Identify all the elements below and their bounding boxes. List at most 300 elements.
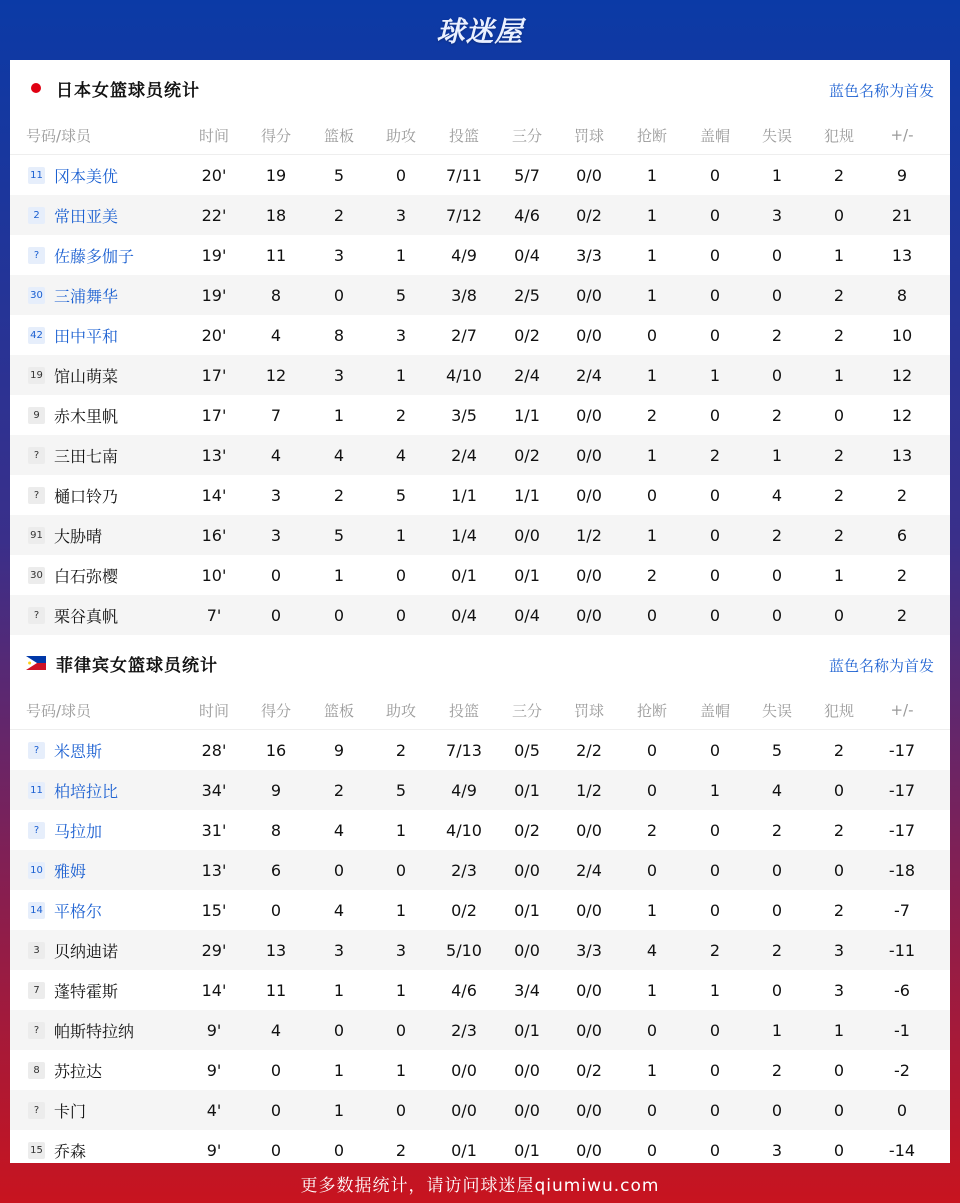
player-rows [10, 155, 950, 635]
stat-fouls: 1 [833, 1020, 845, 1040]
stat-points: 7 [270, 405, 282, 425]
stat-plus-minus: 8 [896, 285, 908, 305]
stat-turnovers: 2 [771, 325, 783, 345]
stat-assists: 0 [395, 605, 407, 625]
stat-fg: 3/5 [451, 405, 477, 425]
stat-steals: 0 [646, 740, 658, 760]
stat-blocks: 1 [709, 780, 721, 800]
stat-minutes: 9' [206, 1060, 222, 1080]
stat-assists: 0 [395, 165, 407, 185]
stat-assists: 3 [395, 205, 407, 225]
stat-minutes: 13' [201, 445, 227, 465]
player-name[interactable]: 三田七南 [54, 446, 119, 466]
stat-assists: 1 [395, 900, 407, 920]
jersey-number-badge: ? [28, 447, 45, 464]
stat-3pt: 0/0 [514, 940, 540, 960]
column-header-3pt: 三分 [511, 126, 542, 145]
stat-plus-minus: -2 [894, 1060, 910, 1080]
player-cell [10, 850, 210, 890]
section-title: 菲律宾女篮球员统计 [56, 656, 218, 676]
stat-plus-minus: 9 [896, 165, 908, 185]
stat-plus-minus: 12 [891, 405, 913, 425]
stat-assists: 3 [395, 940, 407, 960]
stat-3pt: 0/5 [514, 740, 540, 760]
section-header [10, 635, 950, 691]
footer-banner: 更多数据统计，请访问球迷屋qiumiwu.com [300, 1175, 660, 1196]
stat-rebounds: 0 [333, 285, 345, 305]
table-row [10, 435, 950, 475]
column-header-points: 得分 [260, 701, 291, 720]
stat-plus-minus: -17 [888, 820, 916, 840]
stat-steals: 2 [646, 820, 658, 840]
stat-blocks: 0 [709, 860, 721, 880]
stat-minutes: 17' [201, 405, 227, 425]
stat-ft: 0/0 [576, 980, 602, 1000]
column-header-steals: 抢断 [636, 126, 667, 145]
stat-minutes: 19' [201, 285, 227, 305]
stat-ft: 0/0 [576, 1100, 602, 1120]
column-header-plus-minus: +/- [890, 701, 914, 719]
stat-turnovers: 0 [771, 900, 783, 920]
stat-points: 4 [270, 1020, 282, 1040]
stat-steals: 1 [646, 445, 658, 465]
player-name[interactable]: 佐藤多伽子 [54, 246, 135, 266]
player-name[interactable]: 馆山萌菜 [54, 366, 119, 386]
column-header-3pt: 三分 [511, 701, 542, 720]
stat-fouls: 2 [833, 900, 845, 920]
stat-points: 3 [270, 525, 282, 545]
stat-rebounds: 3 [333, 940, 345, 960]
stat-ft: 1/2 [576, 525, 602, 545]
stat-fouls: 0 [833, 780, 845, 800]
table-row [10, 515, 950, 555]
player-name[interactable]: 常田亚美 [54, 206, 119, 226]
stat-steals: 0 [646, 860, 658, 880]
stat-ft: 3/3 [576, 245, 602, 265]
stat-fouls: 1 [833, 245, 845, 265]
stat-minutes: 10' [201, 565, 227, 585]
stat-3pt: 0/4 [514, 245, 540, 265]
stat-3pt: 5/7 [514, 165, 540, 185]
stat-fg: 7/12 [446, 205, 482, 225]
stat-turnovers: 5 [771, 740, 783, 760]
jersey-number-badge: 11 [28, 167, 45, 184]
stat-rebounds: 4 [333, 900, 345, 920]
stat-steals: 0 [646, 485, 658, 505]
stat-rebounds: 8 [333, 325, 345, 345]
stat-rebounds: 1 [333, 405, 345, 425]
stat-turnovers: 0 [771, 365, 783, 385]
stat-assists: 0 [395, 565, 407, 585]
stat-fouls: 0 [833, 860, 845, 880]
jersey-number-badge: 30 [28, 287, 45, 304]
jersey-number-badge: 10 [28, 862, 45, 879]
stat-minutes: 4' [206, 1100, 222, 1120]
player-cell [10, 435, 210, 475]
table-row [10, 1050, 950, 1090]
stat-plus-minus: 10 [891, 325, 913, 345]
table-row [10, 475, 950, 515]
stat-minutes: 14' [201, 980, 227, 1000]
stat-ft: 0/2 [576, 205, 602, 225]
stat-points: 8 [270, 820, 282, 840]
stat-turnovers: 0 [771, 860, 783, 880]
stat-minutes: 17' [201, 365, 227, 385]
player-name[interactable]: 马拉加 [54, 821, 103, 841]
stat-assists: 5 [395, 780, 407, 800]
stat-plus-minus: -14 [888, 1140, 916, 1160]
stat-blocks: 0 [709, 900, 721, 920]
stat-ft: 2/4 [576, 365, 602, 385]
player-rows [10, 730, 950, 1170]
stat-ft: 0/0 [576, 445, 602, 465]
column-header-player: 号码/球员 [26, 701, 92, 720]
player-cell [10, 555, 210, 595]
stat-ft: 0/0 [576, 820, 602, 840]
stat-3pt: 1/1 [514, 405, 540, 425]
table-row [10, 195, 950, 235]
stat-assists: 3 [395, 325, 407, 345]
section-title: 日本女篮球员统计 [56, 81, 200, 101]
section-header [10, 60, 950, 116]
stat-fg: 4/9 [451, 780, 477, 800]
stat-rebounds: 0 [333, 860, 345, 880]
player-name[interactable]: 栗谷真帆 [54, 606, 119, 626]
stat-rebounds: 2 [333, 485, 345, 505]
stat-points: 4 [270, 445, 282, 465]
player-cell [10, 1010, 210, 1050]
stat-3pt: 0/4 [514, 605, 540, 625]
stat-fouls: 2 [833, 445, 845, 465]
stat-turnovers: 2 [771, 1060, 783, 1080]
jersey-number-badge: ? [28, 742, 45, 759]
player-name[interactable]: 白石弥樱 [54, 566, 119, 586]
stat-steals: 1 [646, 980, 658, 1000]
stat-turnovers: 3 [771, 1140, 783, 1160]
stat-assists: 1 [395, 525, 407, 545]
stat-assists: 5 [395, 285, 407, 305]
stat-turnovers: 0 [771, 1100, 783, 1120]
starter-note: 蓝色名称为首发 [828, 82, 934, 100]
stat-steals: 4 [646, 940, 658, 960]
stat-rebounds: 0 [333, 605, 345, 625]
stat-ft: 0/2 [576, 1060, 602, 1080]
stat-fouls: 0 [833, 1100, 845, 1120]
jersey-number-badge: 9 [28, 407, 45, 424]
stat-points: 0 [270, 1140, 282, 1160]
player-cell [10, 810, 210, 850]
stat-blocks: 2 [709, 940, 721, 960]
column-header-fouls: 犯规 [823, 126, 854, 145]
stat-turnovers: 2 [771, 940, 783, 960]
japan-flag-icon [26, 81, 46, 95]
stat-plus-minus: 2 [896, 565, 908, 585]
stat-turnovers: 4 [771, 780, 783, 800]
stat-plus-minus: 2 [896, 485, 908, 505]
stat-rebounds: 4 [333, 820, 345, 840]
player-cell [10, 275, 210, 315]
stat-ft: 3/3 [576, 940, 602, 960]
stat-plus-minus: 12 [891, 365, 913, 385]
stat-fg: 2/3 [451, 1020, 477, 1040]
stat-assists: 0 [395, 1020, 407, 1040]
stat-points: 19 [265, 165, 287, 185]
stat-fouls: 2 [833, 165, 845, 185]
stat-fg: 0/2 [451, 900, 477, 920]
stat-blocks: 0 [709, 165, 721, 185]
player-name[interactable]: 大胁晴 [54, 526, 103, 546]
jersey-number-badge: 19 [28, 367, 45, 384]
player-name[interactable]: 赤木里帆 [54, 406, 119, 426]
player-cell [10, 1050, 210, 1090]
stat-3pt: 0/1 [514, 780, 540, 800]
column-header-rebounds: 篮板 [323, 701, 354, 720]
stat-points: 0 [270, 605, 282, 625]
stat-steals: 1 [646, 285, 658, 305]
column-header-rebounds: 篮板 [323, 126, 354, 145]
stat-fg: 0/4 [451, 605, 477, 625]
stat-minutes: 20' [201, 165, 227, 185]
column-header-minutes: 时间 [198, 126, 229, 145]
stat-rebounds: 1 [333, 980, 345, 1000]
stat-blocks: 0 [709, 605, 721, 625]
jersey-number-badge: ? [28, 1102, 45, 1119]
stat-steals: 1 [646, 900, 658, 920]
stat-fouls: 2 [833, 820, 845, 840]
stat-blocks: 0 [709, 405, 721, 425]
player-name[interactable]: 平格尔 [54, 901, 103, 921]
stat-minutes: 34' [201, 780, 227, 800]
stat-ft: 2/4 [576, 860, 602, 880]
table-row [10, 155, 950, 195]
player-name[interactable]: 苏拉达 [54, 1061, 103, 1081]
stat-fg: 2/4 [451, 445, 477, 465]
column-header-player: 号码/球员 [26, 126, 92, 145]
player-name[interactable]: 三浦舞华 [54, 286, 119, 306]
stat-ft: 1/2 [576, 780, 602, 800]
stat-points: 9 [270, 780, 282, 800]
player-name[interactable]: 柏培拉比 [54, 781, 119, 801]
stat-blocks: 0 [709, 525, 721, 545]
stat-rebounds: 5 [333, 525, 345, 545]
stat-3pt: 0/2 [514, 325, 540, 345]
stat-steals: 1 [646, 245, 658, 265]
stat-turnovers: 0 [771, 285, 783, 305]
stat-fg: 4/10 [446, 820, 482, 840]
stat-3pt: 0/0 [514, 1100, 540, 1120]
stat-fouls: 2 [833, 485, 845, 505]
stat-fouls: 1 [833, 565, 845, 585]
stat-steals: 1 [646, 525, 658, 545]
column-header-ft: 罚球 [573, 701, 604, 720]
player-name[interactable]: 田中平和 [54, 326, 119, 346]
column-header-points: 得分 [260, 126, 291, 145]
stat-blocks: 0 [709, 205, 721, 225]
stat-assists: 2 [395, 1140, 407, 1160]
stat-fg: 4/9 [451, 245, 477, 265]
stat-3pt: 0/2 [514, 445, 540, 465]
stat-ft: 0/0 [576, 325, 602, 345]
stat-ft: 2/2 [576, 740, 602, 760]
column-header-turnovers: 失误 [761, 126, 792, 145]
stat-turnovers: 3 [771, 205, 783, 225]
stat-fg: 1/4 [451, 525, 477, 545]
player-name[interactable]: 乔森 [54, 1141, 87, 1161]
stat-fouls: 3 [833, 940, 845, 960]
stat-points: 6 [270, 860, 282, 880]
stat-fg: 1/1 [451, 485, 477, 505]
stat-fouls: 2 [833, 525, 845, 545]
stat-points: 8 [270, 285, 282, 305]
stat-turnovers: 0 [771, 565, 783, 585]
stat-plus-minus: -6 [894, 980, 910, 1000]
stat-assists: 1 [395, 980, 407, 1000]
table-row [10, 1090, 950, 1130]
stat-rebounds: 3 [333, 245, 345, 265]
stat-ft: 0/0 [576, 1020, 602, 1040]
stat-fg: 0/1 [451, 565, 477, 585]
stat-blocks: 2 [709, 445, 721, 465]
stat-plus-minus: 6 [896, 525, 908, 545]
stat-assists: 4 [395, 445, 407, 465]
stat-assists: 1 [395, 1060, 407, 1080]
stat-turnovers: 2 [771, 820, 783, 840]
stat-3pt: 1/1 [514, 485, 540, 505]
table-row [10, 275, 950, 315]
stat-assists: 2 [395, 405, 407, 425]
stat-assists: 5 [395, 485, 407, 505]
stat-assists: 0 [395, 860, 407, 880]
table-row [10, 1010, 950, 1050]
stat-fg: 5/10 [446, 940, 482, 960]
player-cell [10, 730, 210, 770]
player-cell [10, 970, 210, 1010]
column-header-minutes: 时间 [198, 701, 229, 720]
stat-rebounds: 9 [333, 740, 345, 760]
stat-blocks: 0 [709, 325, 721, 345]
stat-3pt: 0/2 [514, 820, 540, 840]
stat-steals: 1 [646, 165, 658, 185]
stat-plus-minus: -7 [894, 900, 910, 920]
stat-blocks: 0 [709, 565, 721, 585]
column-header-plus-minus: +/- [890, 126, 914, 144]
table-row [10, 730, 950, 770]
team-section-japan [10, 60, 950, 635]
team-section-philippines [10, 635, 950, 1170]
jersey-number-badge: 8 [28, 1062, 45, 1079]
stat-fouls: 2 [833, 285, 845, 305]
stat-ft: 0/0 [576, 285, 602, 305]
stat-steals: 0 [646, 1020, 658, 1040]
player-name[interactable]: 卡门 [54, 1101, 87, 1121]
stat-3pt: 4/6 [514, 205, 540, 225]
stat-steals: 0 [646, 605, 658, 625]
stat-steals: 0 [646, 780, 658, 800]
player-cell [10, 475, 210, 515]
player-cell [10, 930, 210, 970]
stat-3pt: 0/0 [514, 525, 540, 545]
jersey-number-badge: 11 [28, 782, 45, 799]
stat-fg: 0/0 [451, 1100, 477, 1120]
column-header-assists: 助攻 [385, 126, 416, 145]
starter-note: 蓝色名称为首发 [828, 657, 934, 675]
stat-ft: 0/0 [576, 165, 602, 185]
stat-points: 0 [270, 1060, 282, 1080]
stat-rebounds: 4 [333, 445, 345, 465]
stat-rebounds: 1 [333, 1100, 345, 1120]
jersey-number-badge: 42 [28, 327, 45, 344]
player-name[interactable]: 帕斯特拉纳 [54, 1021, 135, 1041]
table-row [10, 315, 950, 355]
stat-fouls: 2 [833, 325, 845, 345]
stat-3pt: 2/4 [514, 365, 540, 385]
stat-fg: 0/1 [451, 1140, 477, 1160]
player-name[interactable]: 雅姆 [54, 861, 87, 881]
stat-points: 3 [270, 485, 282, 505]
stat-turnovers: 2 [771, 525, 783, 545]
player-name[interactable]: 米恩斯 [54, 741, 103, 761]
stat-points: 0 [270, 565, 282, 585]
stat-steals: 1 [646, 205, 658, 225]
player-cell [10, 355, 210, 395]
stat-rebounds: 0 [333, 1020, 345, 1040]
stat-minutes: 19' [201, 245, 227, 265]
stat-rebounds: 2 [333, 780, 345, 800]
stat-plus-minus: -17 [888, 780, 916, 800]
stat-fg: 7/11 [446, 165, 482, 185]
table-row [10, 395, 950, 435]
player-cell [10, 315, 210, 355]
stat-rebounds: 0 [333, 1140, 345, 1160]
stat-3pt: 0/1 [514, 565, 540, 585]
player-cell [10, 890, 210, 930]
column-header-assists: 助攻 [385, 701, 416, 720]
stat-plus-minus: 13 [891, 445, 913, 465]
stat-points: 13 [265, 940, 287, 960]
stat-steals: 0 [646, 1100, 658, 1120]
jersey-number-badge: 30 [28, 567, 45, 584]
stat-points: 18 [265, 205, 287, 225]
stat-fouls: 0 [833, 405, 845, 425]
stat-turnovers: 4 [771, 485, 783, 505]
column-header-steals: 抢断 [636, 701, 667, 720]
stat-turnovers: 0 [771, 605, 783, 625]
stat-fouls: 2 [833, 740, 845, 760]
column-header-fouls: 犯规 [823, 701, 854, 720]
table-row [10, 890, 950, 930]
jersey-number-badge: ? [28, 247, 45, 264]
brand-logo: 球迷屋 [436, 15, 524, 48]
player-name[interactable]: 樋口铃乃 [54, 486, 119, 506]
player-name[interactable]: 蓬特霍斯 [54, 981, 119, 1001]
player-cell [10, 595, 210, 635]
column-header-fg: 投篮 [448, 701, 479, 720]
jersey-number-badge: 2 [28, 207, 45, 224]
table-row [10, 355, 950, 395]
stat-assists: 2 [395, 740, 407, 760]
player-name[interactable]: 贝纳迪诺 [54, 941, 119, 961]
stat-points: 12 [265, 365, 287, 385]
player-name[interactable]: 冈本美优 [54, 166, 119, 186]
jersey-number-badge: 7 [28, 982, 45, 999]
stat-fg: 4/10 [446, 365, 482, 385]
stat-rebounds: 1 [333, 565, 345, 585]
player-cell [10, 1090, 210, 1130]
stat-ft: 0/0 [576, 900, 602, 920]
stat-minutes: 15' [201, 900, 227, 920]
player-cell [10, 155, 210, 195]
stat-minutes: 9' [206, 1020, 222, 1040]
